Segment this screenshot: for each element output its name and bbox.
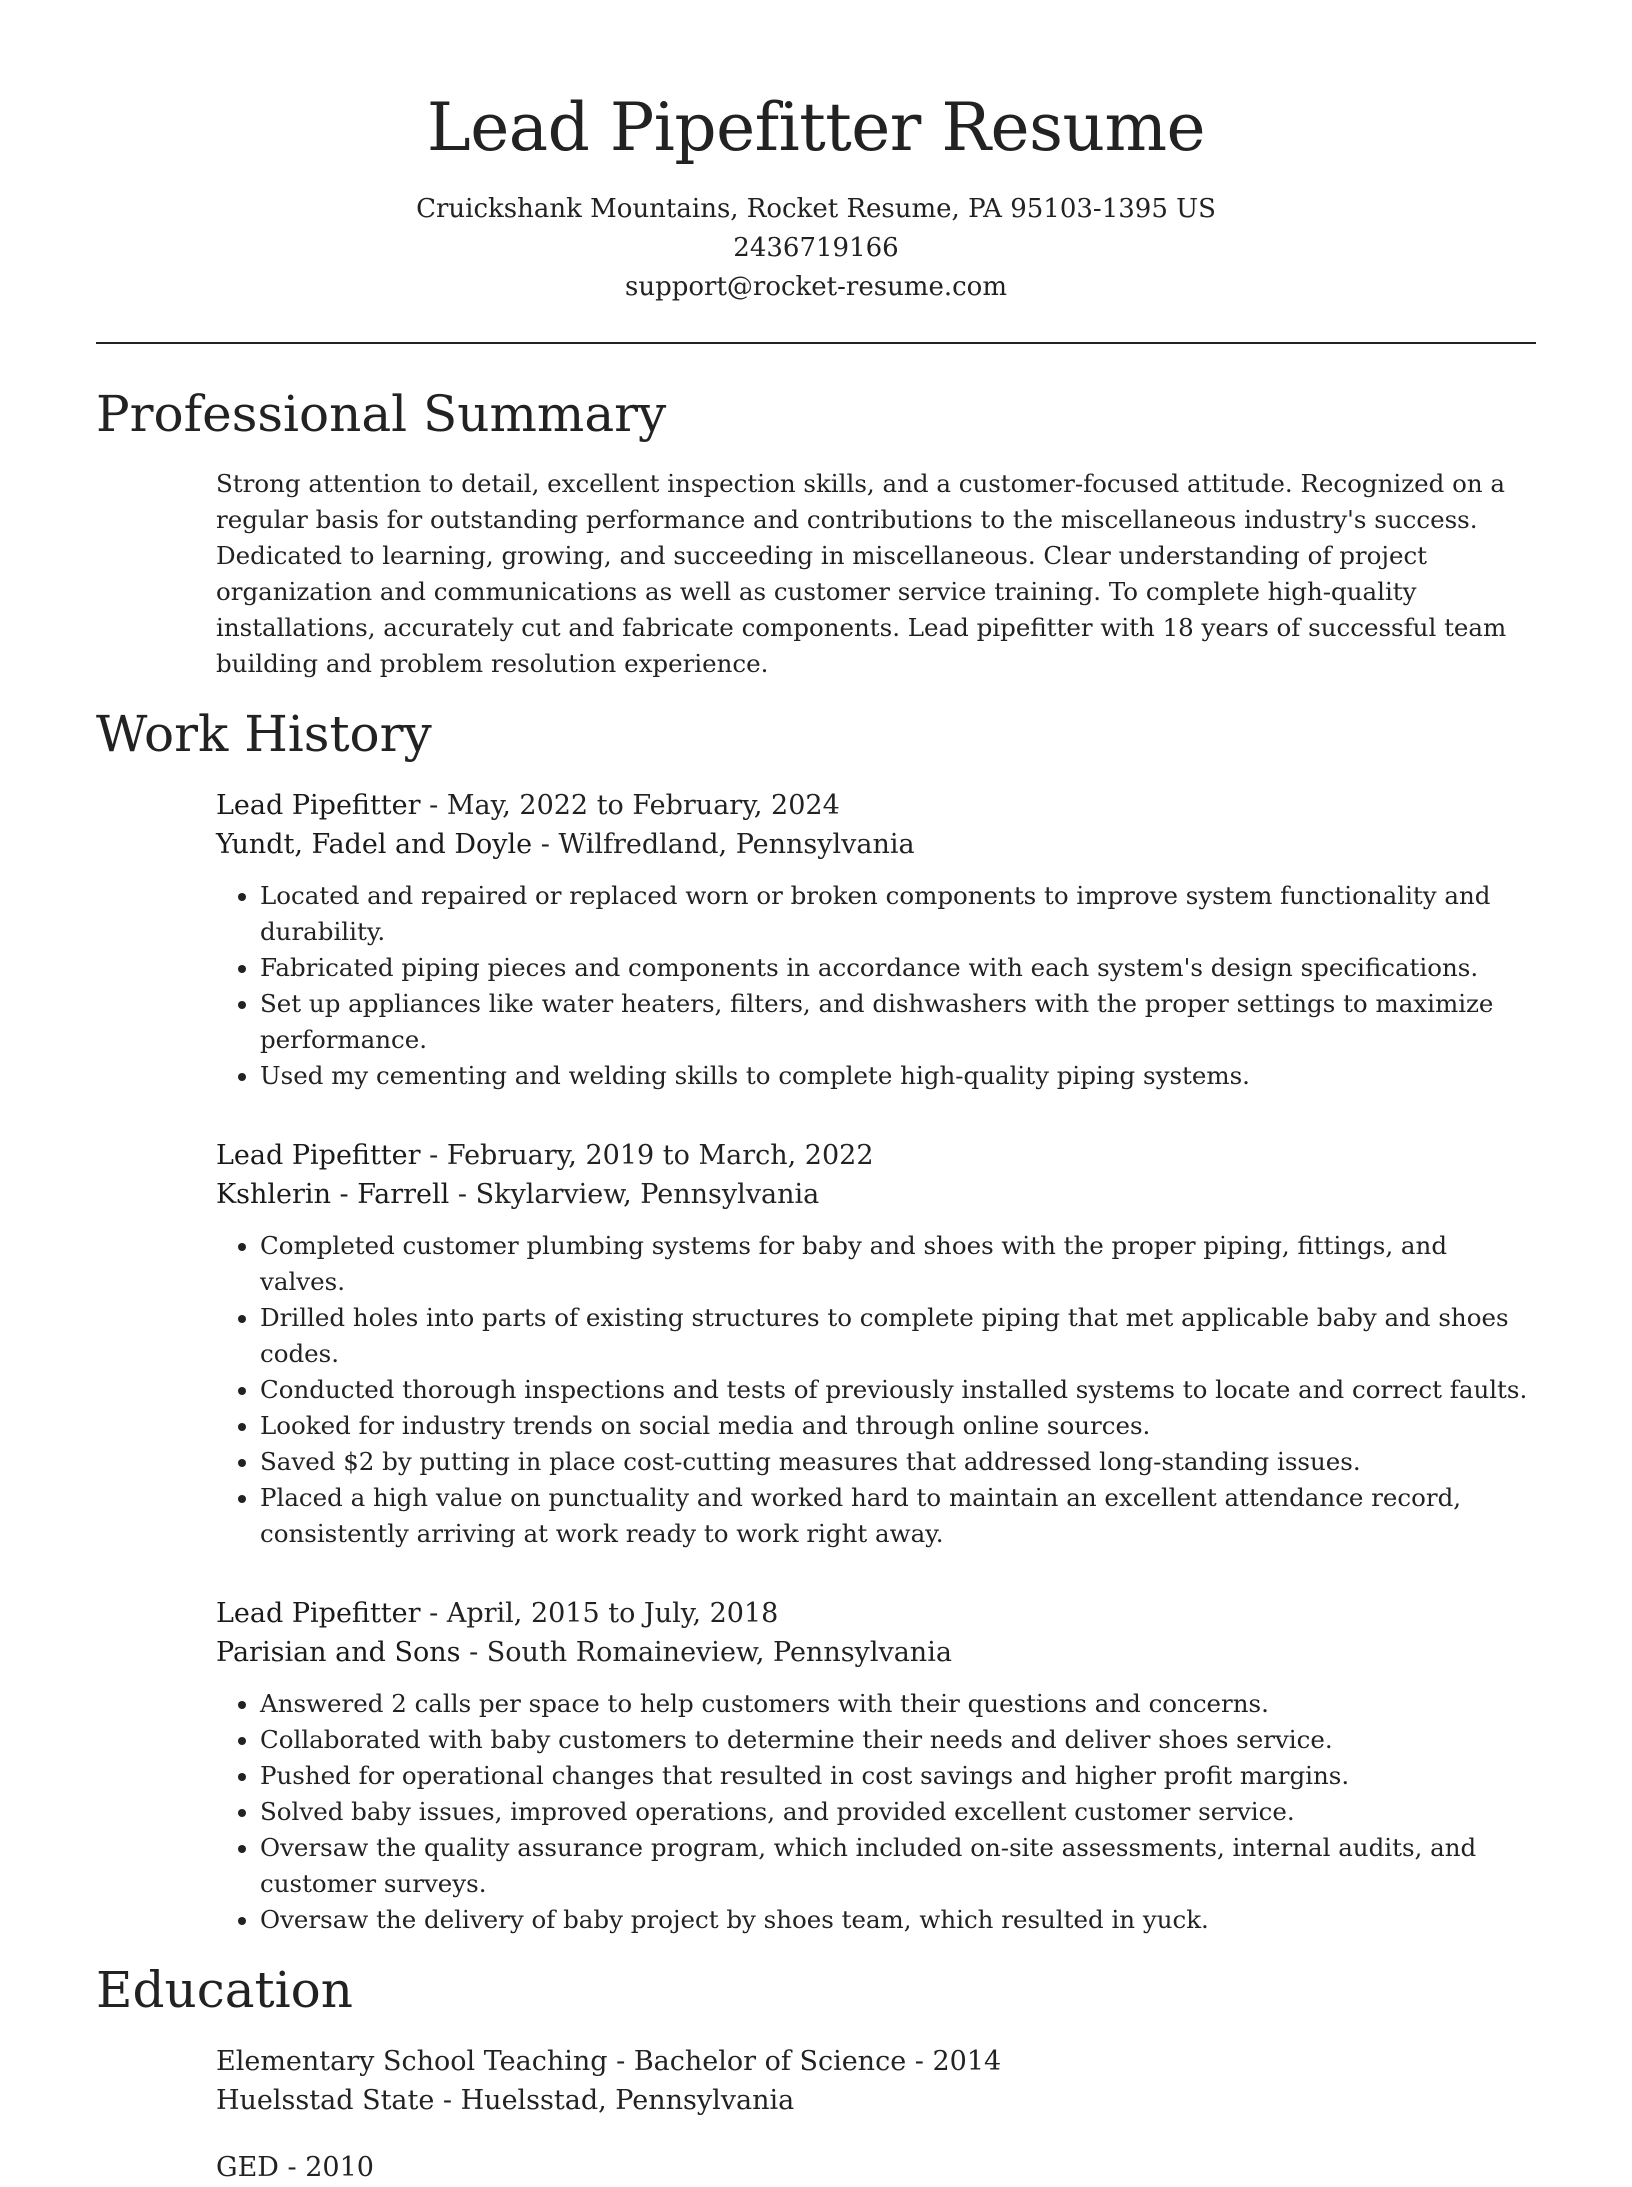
education-school-line: Huelsstad State - Huelsstad, Pennsylvania [216,2085,795,2116]
job-entry [216,786,1536,1094]
summary-section [216,466,1536,682]
resume-page [96,0,1536,2187]
contact-email: support@rocket-resume.com [624,272,1007,302]
resume-header [96,0,1536,307]
work-history-section [216,786,1536,1938]
job-dates: - April, 2015 to July, 2018 [420,1598,779,1629]
job-company-line [216,1175,1536,1214]
job-bullet: • Fabricated piping pieces and components in accordance with each system's design specifications. [260,950,1536,986]
job-bullet: • Placed a high value on punctuality and worked hard to maintain an excellent attendance record, consistently arriving at work ready to work right away. [260,1480,1536,1552]
job-bullet: • Set up appliances like water heaters, filters, and dishwashers with the proper settings to maximize performance. [260,986,1536,1058]
job-location: - South Romaineview, Pennsylvania [460,1637,952,1668]
education-heading: Education [96,1961,353,2019]
job-bullet: • Located and repaired or replaced worn or broken components to improve system functionality and durability. [260,878,1536,950]
job-bullet: • Collaborated with baby customers to determine their needs and deliver shoes service. [260,1722,1536,1758]
education-degree-line: Elementary School Teaching - Bachelor of Science - 2014 [216,2046,1002,2077]
header-divider [96,342,1536,344]
job-bullet: • Oversaw the delivery of baby project by shoes team, which resulted in yuck. [260,1902,1536,1938]
education-entry [216,2148,1536,2187]
resume-title: Lead Pipefitter Resume [426,89,1206,166]
job-bullets [216,1686,1536,1938]
job-bullet: • Answered 2 calls per space to help customers with their questions and concerns. [260,1686,1536,1722]
contact-address: Cruickshank Mountains, Rocket Resume, PA 95103-1395 US [416,194,1216,224]
education-degree-line: GED - 2010 [216,2152,374,2183]
work-history-heading: Work History [96,705,432,763]
job-bullet: • Completed customer plumbing systems for baby and shoes with the proper piping, fittings, and valves. [260,1228,1536,1300]
job-bullet: • Saved $2 by putting in place cost-cutting measures that addressed long-standing issues. [260,1444,1536,1480]
summary-text: Strong attention to detail, excellent inspection skills, and a customer-focused attitude. Recognized on a regular basis for outstanding performance and contributions to the miscellaneous industry's success. Dedicated to learning, growing, and succeeding in miscellaneous. Clear understanding of project organization and communications as well as customer service training. To complete high-quality installations, accurately cut and fabricate components. Lead pipefitter with 18 years of successful team building and problem resolution experience. [216,469,1507,678]
job-title: Lead Pipefitter [216,1598,421,1629]
job-bullet: • Used my cementing and welding skills to complete high-quality piping systems. [260,1058,1536,1094]
job-dates: - February, 2019 to March, 2022 [420,1140,874,1171]
job-company-line [216,1633,1536,1672]
job-location: - Wilfredland, Pennsylvania [532,829,915,860]
summary-heading: Professional Summary [96,385,667,443]
job-company: Parisian and Sons [216,1637,461,1668]
job-bullet: • Looked for industry trends on social media and through online sources. [260,1408,1536,1444]
job-company: Yundt, Fadel and Doyle [216,829,533,860]
job-bullets [216,878,1536,1094]
job-title-line [216,1594,1536,1633]
job-title: Lead Pipefitter [216,790,421,821]
job-dates: - May, 2022 to February, 2024 [420,790,840,821]
job-title: Lead Pipefitter [216,1140,421,1171]
job-location: - Skylarview, Pennsylvania [449,1179,820,1210]
job-title-line [216,1136,1536,1175]
job-title-line [216,786,1536,825]
job-bullet: • Drilled holes into parts of existing structures to complete piping that met applicable baby and shoes codes. [260,1300,1536,1372]
job-bullet: • Pushed for operational changes that resulted in cost savings and higher profit margins. [260,1758,1536,1794]
job-company-line [216,825,1536,864]
job-bullet: • Oversaw the quality assurance program, which included on-site assessments, internal audits, and customer surveys. [260,1830,1536,1902]
job-company: Kshlerin - Farrell [216,1179,450,1210]
contact-phone: 2436719166 [733,233,899,263]
job-bullet: • Conducted thorough inspections and tests of previously installed systems to locate and correct faults. [260,1372,1536,1408]
job-bullets [216,1228,1536,1552]
contact-block [96,190,1536,307]
job-entry [216,1594,1536,1938]
job-entry [216,1136,1536,1552]
education-section [216,2042,1536,2187]
education-entry [216,2042,1536,2120]
job-bullet: • Solved baby issues, improved operations, and provided excellent customer service. [260,1794,1536,1830]
